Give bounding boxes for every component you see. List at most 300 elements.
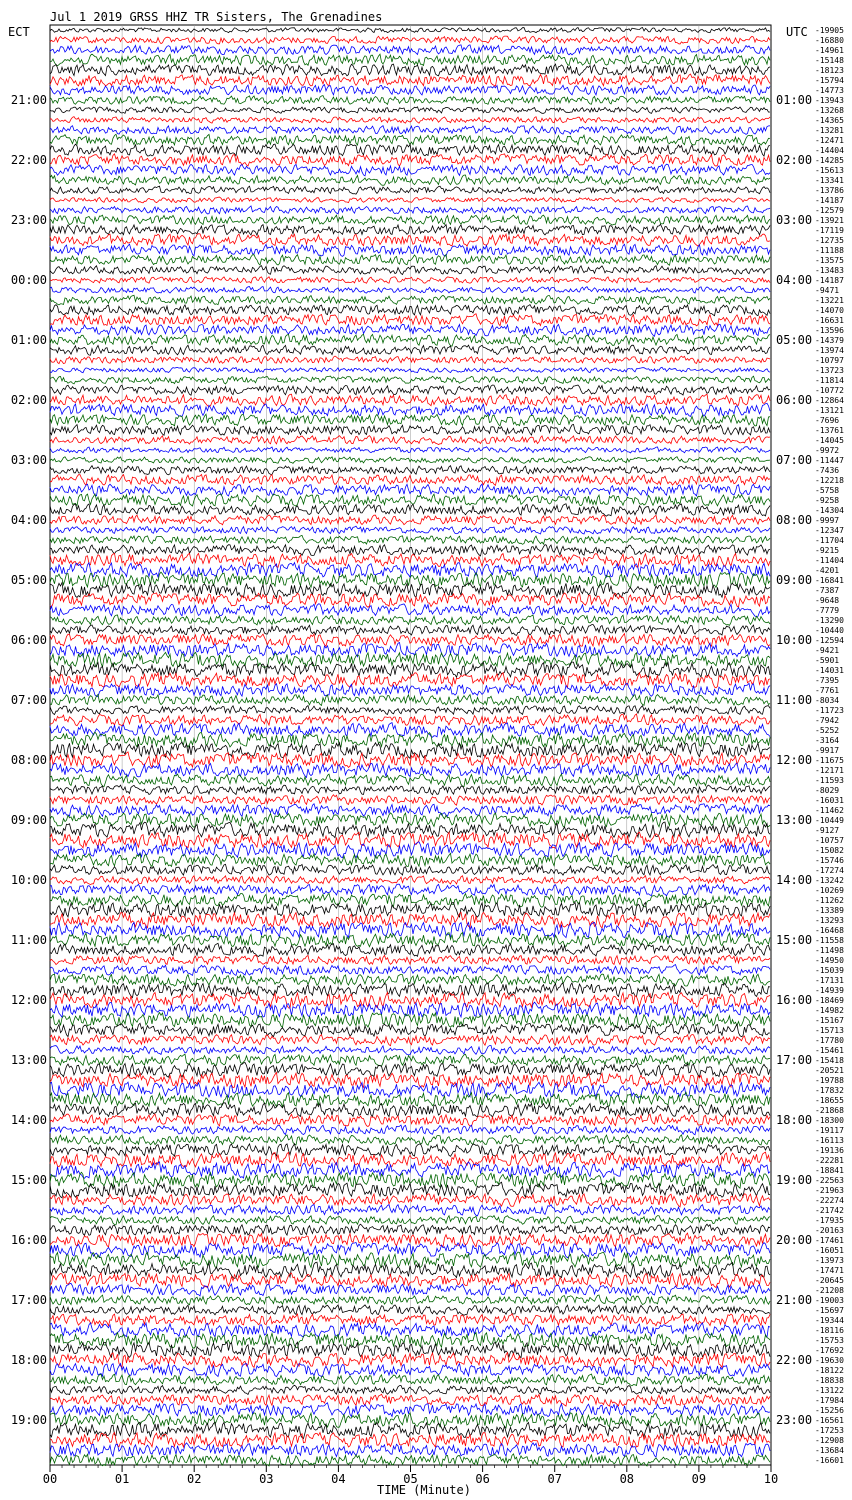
- trace-offset-label: -21963: [815, 1186, 844, 1195]
- trace-line: [50, 553, 770, 567]
- trace-offset-label: -14365: [815, 116, 844, 125]
- trace-line: [50, 334, 770, 346]
- trace-offset-label: -17131: [815, 976, 844, 985]
- left-hour-label: 16:00: [10, 1233, 47, 1247]
- right-hour-label: 03:00: [776, 213, 813, 227]
- trace-offset-label: -14950: [815, 956, 844, 965]
- trace-offset-label: -14187: [815, 196, 844, 205]
- trace-line: [50, 277, 770, 283]
- trace-line: [50, 1262, 770, 1278]
- right-timezone-label: UTC: [786, 25, 808, 39]
- trace-offset-label: -19788: [815, 1076, 844, 1085]
- trace-offset-label: -16051: [815, 1246, 844, 1255]
- trace-line: [50, 117, 770, 124]
- trace-offset-label: -13921: [815, 216, 844, 225]
- trace-offset-label: -13761: [815, 426, 844, 435]
- left-hour-labels: [11, 93, 47, 1427]
- trace-offset-label: -15418: [815, 1056, 844, 1065]
- trace-offset-label: -19630: [815, 1356, 844, 1365]
- trace-line: [50, 1035, 770, 1046]
- trace-line: [50, 1045, 770, 1055]
- trace-line: [50, 1394, 770, 1406]
- trace-offset-label: -13221: [815, 296, 844, 305]
- trace-offset-label: -4201: [815, 566, 840, 575]
- trace-line: [50, 1216, 770, 1225]
- trace-offset-label: -13974: [815, 346, 844, 355]
- trace-line: [50, 582, 770, 598]
- trace-offset-label: -7387: [815, 586, 840, 595]
- trace-offset-label: -13341: [815, 176, 844, 185]
- trace-offset-label: -13973: [815, 1256, 844, 1265]
- trace-offset-label: -13723: [815, 366, 844, 375]
- trace-offset-label: -13121: [815, 406, 844, 415]
- left-hour-label: 22:00: [10, 153, 47, 167]
- trace-line: [50, 1374, 770, 1386]
- trace-line: [50, 85, 770, 95]
- trace-offset-label: -10772: [815, 386, 844, 395]
- x-tick-label: 04: [331, 1472, 346, 1486]
- trace-group: [50, 28, 770, 1467]
- trace-offset-label: -16031: [815, 796, 844, 805]
- trace-offset-label: -7436: [815, 466, 840, 475]
- left-hour-label: 04:00: [10, 513, 47, 527]
- trace-line: [50, 376, 770, 384]
- trace-offset-label: -7696: [815, 416, 840, 425]
- trace-line: [50, 494, 770, 506]
- trace-line: [50, 367, 770, 372]
- trace-offset-label: -14379: [815, 336, 844, 345]
- trace-offset-label: -15746: [815, 856, 844, 865]
- trace-line: [50, 295, 770, 305]
- trace-offset-label: -9648: [815, 596, 840, 605]
- trace-line: [50, 955, 770, 965]
- trace-line: [50, 197, 770, 203]
- trace-line: [50, 1295, 770, 1305]
- x-tick-label: 03: [259, 1472, 274, 1486]
- trace-offset-label: -12908: [815, 1436, 844, 1445]
- trace-line: [50, 515, 770, 525]
- trace-offset-label: -14187: [815, 276, 844, 285]
- trace-offset-label: -19344: [815, 1316, 844, 1325]
- right-hour-label: 05:00: [776, 333, 813, 347]
- right-hour-label: 16:00: [776, 993, 813, 1007]
- trace-offset-label: -12864: [815, 396, 844, 405]
- trace-offset-label: -13389: [815, 906, 844, 915]
- trace-offset-label: -17461: [815, 1236, 844, 1245]
- right-hour-label: 21:00: [776, 1293, 813, 1307]
- left-hour-label: 06:00: [10, 633, 47, 647]
- trace-offset-label: -14939: [815, 986, 844, 995]
- trace-line: [50, 1353, 770, 1368]
- trace-line: [50, 842, 770, 858]
- trace-offset-label: -13281: [815, 126, 844, 135]
- trace-offset-label: -13684: [815, 1446, 844, 1455]
- trace-offset-label: -22281: [815, 1156, 844, 1165]
- trace-offset-label: -17935: [815, 1216, 844, 1225]
- trace-line: [50, 732, 770, 747]
- right-hour-label: 13:00: [776, 813, 813, 827]
- trace-line: [50, 1443, 770, 1457]
- trace-line: [50, 706, 770, 715]
- left-hour-label: 14:00: [10, 1113, 47, 1127]
- trace-offset-label: -19117: [815, 1126, 844, 1135]
- trace-line: [50, 876, 770, 885]
- trace-offset-label: -9917: [815, 746, 840, 755]
- x-tick-label: 06: [475, 1472, 490, 1486]
- trace-offset-label: -19003: [815, 1296, 844, 1305]
- x-tick-label: 08: [619, 1472, 635, 1486]
- right-hour-label: 04:00: [776, 273, 813, 287]
- trace-offset-label: -13268: [815, 106, 844, 115]
- trace-offset-label: -14961: [815, 46, 844, 55]
- left-hour-label: 13:00: [10, 1053, 47, 1067]
- trace-line: [50, 634, 770, 647]
- trace-offset-label: -16841: [815, 576, 844, 585]
- right-hour-label: 08:00: [776, 513, 813, 527]
- right-hour-label: 14:00: [776, 873, 813, 887]
- trace-line: [50, 1194, 770, 1207]
- right-hour-label: 07:00: [776, 453, 813, 467]
- trace-line: [50, 1054, 770, 1066]
- trace-offset-label: -19136: [815, 1146, 844, 1155]
- trace-offset-label: -17119: [815, 226, 844, 235]
- trace-offset-label: -17780: [815, 1036, 844, 1045]
- trace-offset-label: -16113: [815, 1136, 844, 1145]
- trace-line: [50, 305, 770, 316]
- trace-line: [50, 266, 770, 275]
- trace-offset-label: -16631: [815, 316, 844, 325]
- trace-offset-label: -22563: [815, 1176, 844, 1185]
- trace-line: [50, 96, 770, 105]
- trace-line: [50, 45, 770, 55]
- trace-offset-label: -18122: [815, 1366, 844, 1375]
- trace-offset-labels: [815, 26, 844, 1465]
- left-hour-label: 15:00: [10, 1173, 47, 1187]
- trace-line: [50, 1144, 770, 1157]
- trace-line: [50, 965, 770, 976]
- trace-line: [50, 1342, 770, 1358]
- left-hour-label: 19:00: [10, 1413, 47, 1427]
- trace-offset-label: -14285: [815, 156, 844, 165]
- trace-offset-label: -11462: [815, 806, 844, 815]
- x-tick-label: 05: [403, 1472, 418, 1486]
- trace-offset-label: -10440: [815, 626, 844, 635]
- right-hour-label: 02:00: [776, 153, 813, 167]
- trace-offset-label: -13293: [815, 916, 844, 925]
- trace-offset-label: -7779: [815, 606, 840, 615]
- trace-line: [50, 447, 770, 453]
- trace-offset-label: -12347: [815, 526, 844, 535]
- x-tick-label: 00: [42, 1472, 58, 1486]
- trace-offset-label: -18123: [815, 66, 844, 75]
- trace-line: [50, 28, 770, 33]
- trace-offset-label: -17253: [815, 1426, 844, 1435]
- trace-line: [50, 1433, 770, 1448]
- x-tick-label: 01: [114, 1472, 130, 1486]
- left-hour-label: 17:00: [10, 1293, 47, 1307]
- trace-offset-label: -11498: [815, 946, 844, 955]
- trace-line: [50, 1114, 770, 1127]
- trace-offset-label: -20645: [815, 1276, 844, 1285]
- trace-offset-label: -14045: [815, 436, 844, 445]
- trace-offset-label: -18300: [815, 1116, 844, 1125]
- trace-offset-label: -13786: [815, 186, 844, 195]
- trace-offset-label: -10449: [815, 816, 844, 825]
- trace-line: [50, 424, 770, 435]
- trace-line: [50, 234, 770, 246]
- trace-line: [50, 1454, 770, 1466]
- trace-line: [50, 912, 770, 928]
- trace-offset-label: -7395: [815, 676, 840, 685]
- left-hour-label: 01:00: [10, 333, 47, 347]
- trace-offset-label: -11558: [815, 936, 844, 945]
- trace-line: [50, 54, 770, 66]
- x-tick-label: 07: [547, 1472, 562, 1486]
- x-tick-label: 10: [763, 1472, 779, 1486]
- right-hour-label: 09:00: [776, 573, 813, 587]
- trace-offset-label: -9421: [815, 646, 840, 655]
- right-hour-label: 17:00: [776, 1053, 813, 1067]
- trace-line: [50, 933, 770, 947]
- trace-offset-label: -13483: [815, 266, 844, 275]
- trace-offset-label: -9215: [815, 546, 840, 555]
- trace-offset-label: -16601: [815, 1456, 844, 1465]
- trace-line: [50, 324, 770, 336]
- trace-offset-label: -13122: [815, 1386, 844, 1395]
- trace-offset-label: -17984: [815, 1396, 844, 1405]
- trace-line: [50, 1103, 770, 1117]
- trace-offset-label: -8029: [815, 786, 840, 795]
- trace-offset-label: -11723: [815, 706, 844, 715]
- trace-offset-label: -21208: [815, 1286, 844, 1295]
- trace-line: [50, 1013, 770, 1028]
- trace-offset-label: -22274: [815, 1196, 844, 1205]
- trace-offset-label: -10797: [815, 356, 844, 365]
- trace-line: [50, 1023, 770, 1036]
- trace-offset-label: -15461: [815, 1046, 844, 1055]
- trace-line: [50, 943, 770, 956]
- trace-line: [50, 356, 770, 364]
- trace-line: [50, 244, 770, 256]
- left-timezone-label: ECT: [8, 25, 30, 39]
- left-hour-label: 12:00: [10, 993, 47, 1007]
- right-hour-label: 11:00: [776, 693, 813, 707]
- trace-line: [50, 345, 770, 355]
- trace-offset-label: -15713: [815, 1026, 844, 1035]
- trace-offset-label: -18841: [815, 1166, 844, 1175]
- trace-line: [50, 615, 770, 625]
- trace-offset-label: -20163: [815, 1226, 844, 1235]
- right-hour-label: 01:00: [776, 93, 813, 107]
- trace-line: [50, 394, 770, 406]
- trace-line: [50, 884, 770, 896]
- trace-offset-label: -13596: [815, 326, 844, 335]
- trace-line: [50, 695, 770, 706]
- trace-offset-label: -8034: [815, 696, 840, 705]
- trace-line: [50, 457, 770, 464]
- trace-line: [50, 1305, 770, 1315]
- trace-line: [50, 1205, 770, 1216]
- trace-offset-label: -3164: [815, 736, 840, 745]
- trace-offset-label: -15753: [815, 1336, 844, 1345]
- trace-line: [50, 255, 770, 266]
- trace-offset-label: -15082: [815, 846, 844, 855]
- left-hour-label: 05:00: [10, 573, 47, 587]
- trace-line: [50, 785, 770, 795]
- trace-line: [50, 1314, 770, 1326]
- trace-offset-label: -18116: [815, 1326, 844, 1335]
- trace-offset-label: -16561: [815, 1416, 844, 1425]
- trace-offset-label: -15697: [815, 1306, 844, 1315]
- left-hour-label: 00:00: [10, 273, 47, 287]
- trace-line: [50, 215, 770, 225]
- trace-line: [50, 224, 770, 235]
- trace-offset-label: -17692: [815, 1346, 844, 1355]
- trace-line: [50, 314, 770, 326]
- trace-offset-label: -15256: [815, 1406, 844, 1415]
- trace-line: [50, 832, 770, 848]
- trace-line: [50, 1252, 770, 1268]
- trace-line: [50, 853, 770, 866]
- left-hour-label: 08:00: [10, 753, 47, 767]
- trace-offset-label: -12735: [815, 236, 844, 245]
- trace-line: [50, 1385, 770, 1394]
- left-hour-label: 09:00: [10, 813, 47, 827]
- left-hour-label: 02:00: [10, 393, 47, 407]
- trace-offset-label: -14404: [815, 146, 844, 155]
- trace-line: [50, 504, 770, 516]
- trace-line: [50, 604, 770, 617]
- left-hour-label: 07:00: [10, 693, 47, 707]
- trace-offset-label: -11188: [815, 246, 844, 255]
- trace-line: [50, 1082, 770, 1098]
- trace-offset-label: -5252: [815, 726, 840, 735]
- trace-offset-label: -17832: [815, 1086, 844, 1095]
- trace-line: [50, 545, 770, 556]
- trace-line: [50, 624, 770, 635]
- trace-offset-label: -13943: [815, 96, 844, 105]
- trace-offset-label: -13290: [815, 616, 844, 625]
- right-hour-label: 10:00: [776, 633, 813, 647]
- trace-offset-label: -18469: [815, 996, 844, 1005]
- trace-offset-label: -14773: [815, 86, 844, 95]
- trace-offset-label: -12594: [815, 636, 844, 645]
- trace-line: [50, 714, 770, 726]
- left-hour-label: 21:00: [10, 93, 47, 107]
- trace-line: [50, 1135, 770, 1145]
- trace-line: [50, 385, 770, 395]
- trace-offset-label: -14982: [815, 1006, 844, 1015]
- trace-line: [50, 526, 770, 534]
- trace-line: [50, 475, 770, 486]
- trace-line: [50, 535, 770, 544]
- x-axis-label: TIME (Minute): [377, 1483, 471, 1497]
- trace-offset-label: -14304: [815, 506, 844, 515]
- trace-line: [50, 74, 770, 86]
- right-hour-label: 23:00: [776, 1413, 813, 1427]
- trace-offset-label: -18655: [815, 1096, 844, 1105]
- trace-offset-label: -7942: [815, 716, 840, 725]
- trace-offset-label: -13242: [815, 876, 844, 885]
- trace-offset-label: -12471: [815, 136, 844, 145]
- right-hour-label: 20:00: [776, 1233, 813, 1247]
- trace-offset-label: -15167: [815, 1016, 844, 1025]
- trace-offset-label: -9471: [815, 286, 840, 295]
- trace-offset-label: -9972: [815, 446, 840, 455]
- trace-line: [50, 186, 770, 194]
- trace-offset-label: -16468: [815, 926, 844, 935]
- trace-offset-label: -5758: [815, 486, 840, 495]
- trace-line: [50, 64, 770, 76]
- trace-offset-label: -9997: [815, 516, 840, 525]
- left-hour-label: 23:00: [10, 213, 47, 227]
- left-hour-label: 03:00: [10, 453, 47, 467]
- trace-offset-label: -17274: [815, 866, 844, 875]
- trace-line: [50, 414, 770, 426]
- trace-offset-label: -19905: [815, 26, 844, 35]
- trace-offset-label: -11262: [815, 896, 844, 905]
- trace-line: [50, 1172, 770, 1188]
- trace-offset-label: -11404: [815, 556, 844, 565]
- trace-offset-label: -5901: [815, 656, 840, 665]
- trace-line: [50, 1224, 770, 1235]
- trace-offset-label: -21742: [815, 1206, 844, 1215]
- trace-offset-label: -11593: [815, 776, 844, 785]
- trace-line: [50, 1364, 770, 1377]
- trace-line: [50, 1125, 770, 1135]
- right-hour-label: 22:00: [776, 1353, 813, 1367]
- trace-line: [50, 563, 770, 578]
- trace-line: [50, 1283, 770, 1296]
- trace-line: [50, 723, 770, 738]
- trace-offset-label: -16880: [815, 36, 844, 45]
- trace-line: [50, 1422, 770, 1438]
- trace-line: [50, 484, 770, 496]
- left-hour-label: 18:00: [10, 1353, 47, 1367]
- trace-line: [50, 164, 770, 176]
- trace-offset-label: -17471: [815, 1266, 844, 1275]
- trace-offset-label: -12171: [815, 766, 844, 775]
- right-hour-labels: [776, 93, 812, 1427]
- trace-line: [50, 1182, 770, 1198]
- trace-offset-label: -14031: [815, 666, 844, 675]
- trace-line: [50, 107, 770, 114]
- trace-offset-label: -14070: [815, 306, 844, 315]
- right-hour-label: 19:00: [776, 1173, 813, 1187]
- x-tick-label: 02: [186, 1472, 202, 1486]
- trace-offset-label: -12579: [815, 206, 844, 215]
- trace-line: [50, 795, 770, 805]
- right-hour-label: 12:00: [776, 753, 813, 767]
- trace-offset-label: -11675: [815, 756, 844, 765]
- trace-offset-label: -21868: [815, 1106, 844, 1115]
- trace-line: [50, 466, 770, 475]
- trace-line: [50, 36, 770, 44]
- trace-offset-label: -9258: [815, 496, 840, 505]
- chart-title: Jul 1 2019 GRSS HHZ TR Sisters, The Grenadines: [50, 10, 383, 24]
- trace-offset-label: -20521: [815, 1066, 844, 1075]
- trace-offset-label: -18838: [815, 1376, 844, 1385]
- trace-line: [50, 436, 770, 445]
- left-hour-label: 10:00: [10, 873, 47, 887]
- right-hour-label: 18:00: [776, 1113, 813, 1127]
- trace-offset-label: -15148: [815, 56, 844, 65]
- trace-line: [50, 286, 770, 293]
- trace-offset-label: -10757: [815, 836, 844, 845]
- trace-offset-label: -15039: [815, 966, 844, 975]
- trace-offset-label: -11704: [815, 536, 844, 545]
- trace-line: [50, 206, 770, 214]
